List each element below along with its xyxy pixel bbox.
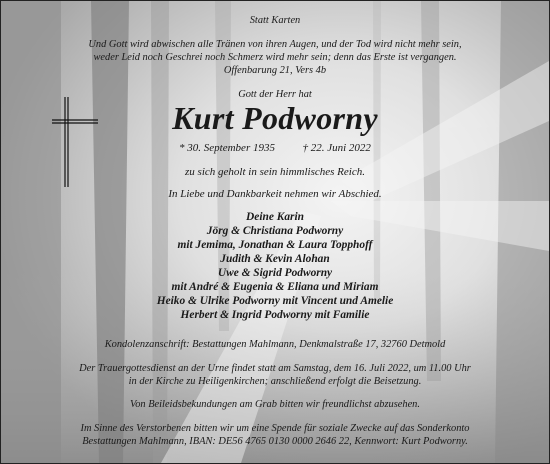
mourner-line: Uwe & Sigrid Podworny bbox=[217, 267, 333, 279]
verse-line-2: weder Leid noch Geschrei noch Schmerz wird mehr sein; denn das Erste ist vergangen. bbox=[93, 52, 457, 63]
mourner-line: Jörg & Christiana Podworny bbox=[206, 225, 344, 237]
mourner-line: mit André & Eugenia & Eliana und Miriam bbox=[171, 281, 379, 293]
mourner-line: mit Jemima, Jonathan & Laura Topphoff bbox=[177, 239, 373, 251]
service-line-1: Der Trauergottesdienst an der Urne findet statt am Samstag, dem 16. Juli 2022, um 11.00 Uhr bbox=[79, 363, 471, 374]
verse-line-1: Und Gott wird abwischen alle Tränen von ihren Augen, und der Tod wird nicht mehr sein, bbox=[88, 39, 462, 50]
intro-text: Gott der Herr hat bbox=[238, 89, 312, 100]
grave-note: Von Beileidsbekundungen am Grab bitten wir freundlichst abzusehen. bbox=[130, 399, 420, 410]
mourner-line: Heiko & Ulrike Podworny mit Vincent und Amelie bbox=[156, 295, 394, 307]
death-date: † 22. Juni 2022 bbox=[302, 142, 371, 154]
birth-date: * 30. September 1935 bbox=[179, 142, 275, 154]
header-statt-karten: Statt Karten bbox=[249, 15, 301, 26]
mourner-line: Deine Karin bbox=[246, 211, 304, 223]
donation-line-2: Bestattungen Mahlmann, IBAN: DE56 4765 0130 0000 2646 22, Kennwort: Kurt Podworny. bbox=[82, 436, 468, 447]
life-dates bbox=[1, 142, 549, 154]
mourner-line: Judith & Kevin Alohan bbox=[220, 253, 330, 265]
condolence-address: Kondolenzanschrift: Bestattungen Mahlmann, Denkmalstraße 17, 32760 Detmold bbox=[104, 339, 446, 350]
notice-text bbox=[1, 1, 549, 463]
farewell-text: In Liebe und Dankbarkeit nehmen wir Abschied. bbox=[168, 188, 382, 200]
verse-reference: Offenbarung 21, Vers 4b bbox=[223, 65, 327, 76]
service-line-2: in der Kirche zu Heiligenkirchen; anschließend erfolgt die Beisetzung. bbox=[128, 376, 422, 387]
mourner-line: Herbert & Ingrid Podworny mit Familie bbox=[180, 309, 370, 321]
called-home-text: zu sich geholt in sein himmlisches Reich. bbox=[185, 166, 365, 178]
donation-line-1: Im Sinne des Verstorbenen bitten wir um eine Spende für soziale Zwecke auf das Sonderkonto bbox=[80, 423, 470, 434]
deceased-name: Kurt Podworny bbox=[172, 100, 378, 136]
